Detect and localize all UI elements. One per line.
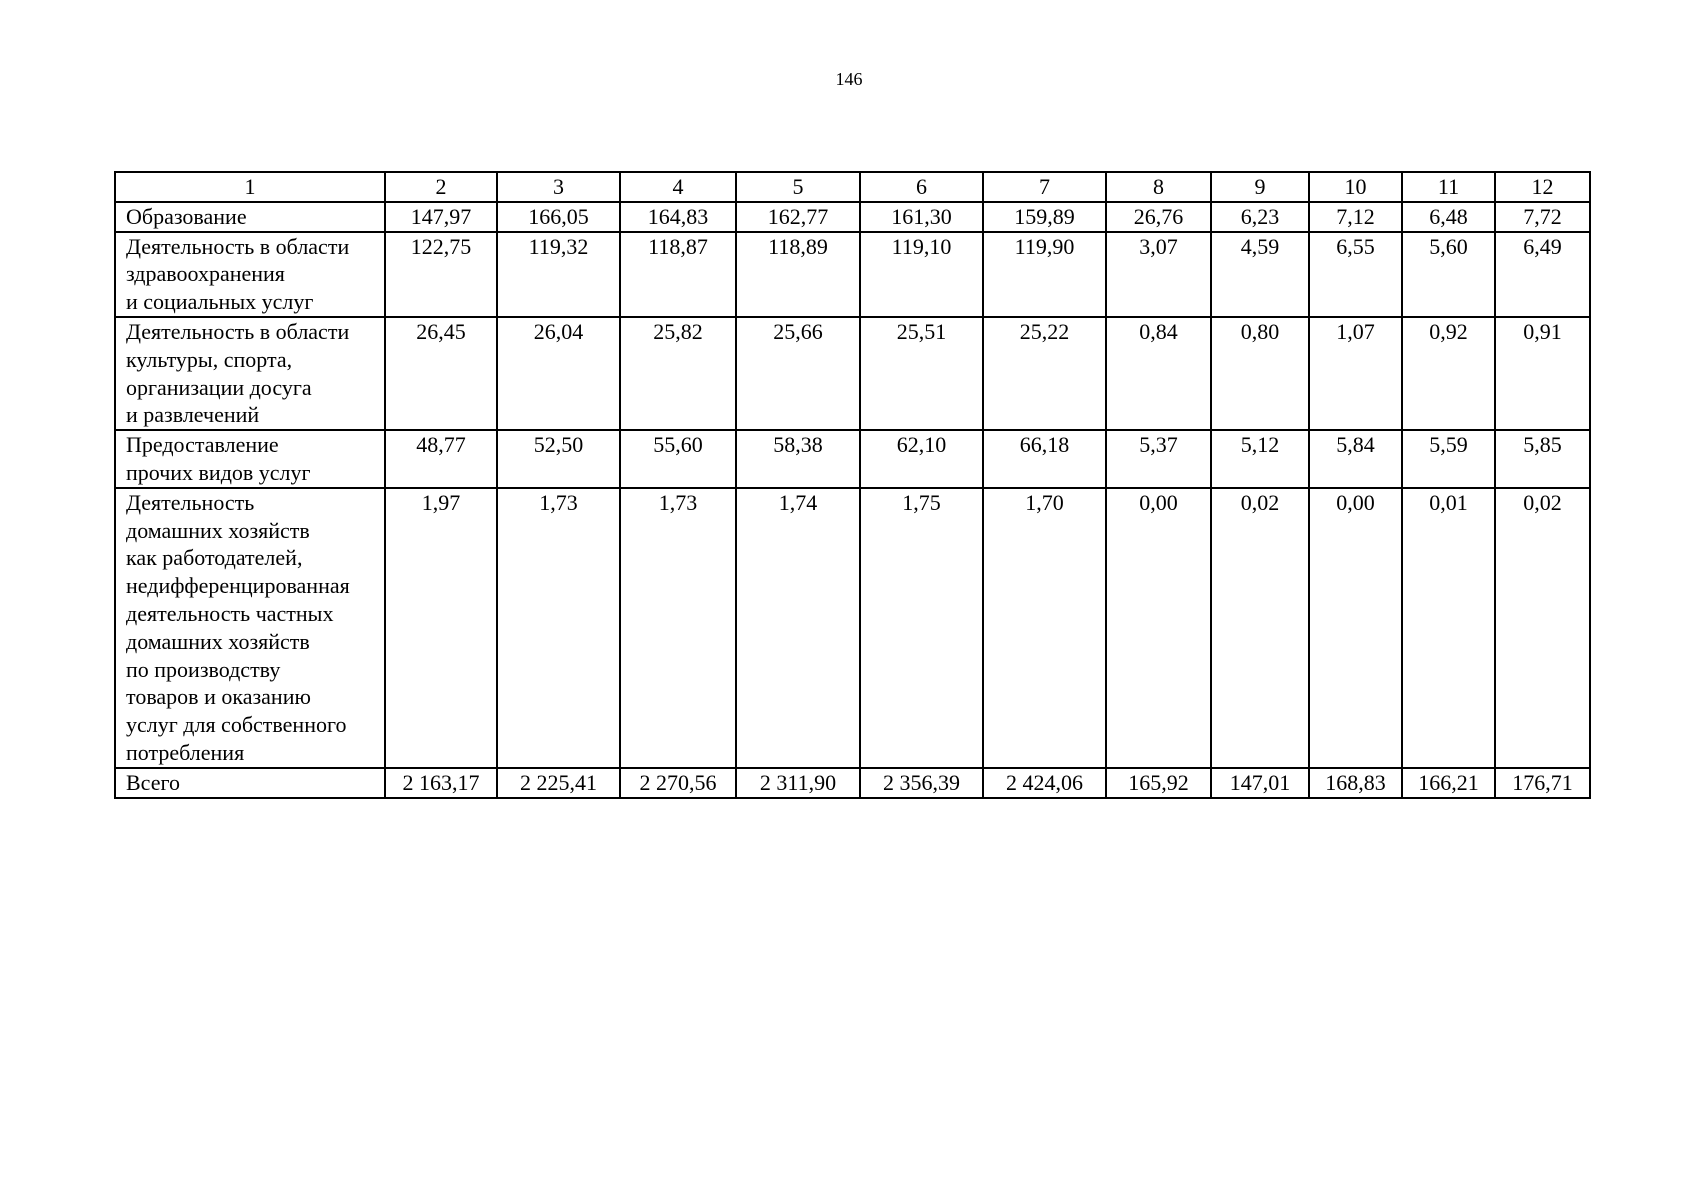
table-row <box>115 317 1590 430</box>
row-label-line: домашних хозяйств <box>126 517 310 543</box>
header-cell: 1 <box>115 172 385 202</box>
value-cell: 161,30 <box>860 202 983 232</box>
value-cell: 2 270,56 <box>620 768 736 798</box>
value-cell: 1,73 <box>620 488 736 768</box>
header-cell: 6 <box>860 172 983 202</box>
value-cell: 176,71 <box>1495 768 1590 798</box>
value-cell: 0,02 <box>1495 488 1590 768</box>
row-label-line: Образование <box>126 203 247 229</box>
value-cell: 0,02 <box>1211 488 1309 768</box>
value-cell: 26,76 <box>1106 202 1211 232</box>
row-label-line: Деятельность в области <box>126 233 350 259</box>
row-label-line: и социальных услуг <box>126 289 314 315</box>
row-label-line: Деятельность в области <box>126 318 350 344</box>
value-cell: 25,51 <box>860 317 983 430</box>
value-cell: 0,91 <box>1495 317 1590 430</box>
header-cell: 8 <box>1106 172 1211 202</box>
value-cell: 4,59 <box>1211 232 1309 317</box>
value-cell: 58,38 <box>736 430 860 488</box>
value-cell: 5,12 <box>1211 430 1309 488</box>
statistics-table <box>114 171 1591 799</box>
value-cell: 0,84 <box>1106 317 1211 430</box>
value-cell: 119,10 <box>860 232 983 317</box>
value-cell: 6,23 <box>1211 202 1309 232</box>
header-cell: 5 <box>736 172 860 202</box>
value-cell: 26,45 <box>385 317 497 430</box>
value-cell: 147,97 <box>385 202 497 232</box>
value-cell: 0,92 <box>1402 317 1495 430</box>
value-cell: 26,04 <box>497 317 620 430</box>
table-header-row <box>115 172 1590 202</box>
value-cell: 25,82 <box>620 317 736 430</box>
table-row <box>115 488 1590 768</box>
value-cell: 0,00 <box>1106 488 1211 768</box>
row-label-cell <box>115 317 385 430</box>
value-cell: 2 311,90 <box>736 768 860 798</box>
table-body <box>115 172 1590 798</box>
value-cell: 7,72 <box>1495 202 1590 232</box>
row-label-cell <box>115 768 385 798</box>
value-cell: 2 163,17 <box>385 768 497 798</box>
value-cell: 2 225,41 <box>497 768 620 798</box>
table-row <box>115 232 1590 317</box>
row-label-cell <box>115 430 385 488</box>
value-cell: 168,83 <box>1309 768 1402 798</box>
value-cell: 118,89 <box>736 232 860 317</box>
header-cell: 10 <box>1309 172 1402 202</box>
value-cell: 5,85 <box>1495 430 1590 488</box>
row-label-line: услуг для собственного <box>126 712 347 738</box>
value-cell: 5,60 <box>1402 232 1495 317</box>
table-row <box>115 768 1590 798</box>
value-cell: 1,73 <box>497 488 620 768</box>
value-cell: 55,60 <box>620 430 736 488</box>
row-label-line: товаров и оказанию <box>126 684 311 710</box>
value-cell: 0,01 <box>1402 488 1495 768</box>
table-row <box>115 430 1590 488</box>
value-cell: 2 356,39 <box>860 768 983 798</box>
value-cell: 25,22 <box>983 317 1106 430</box>
value-cell: 119,32 <box>497 232 620 317</box>
header-cell: 9 <box>1211 172 1309 202</box>
row-label-cell <box>115 232 385 317</box>
header-cell: 3 <box>497 172 620 202</box>
row-label-line: Всего <box>126 769 180 795</box>
value-cell: 1,97 <box>385 488 497 768</box>
value-cell: 7,12 <box>1309 202 1402 232</box>
value-cell: 166,05 <box>497 202 620 232</box>
value-cell: 166,21 <box>1402 768 1495 798</box>
value-cell: 1,74 <box>736 488 860 768</box>
value-cell: 5,59 <box>1402 430 1495 488</box>
row-label-line: деятельность частных <box>126 600 334 626</box>
value-cell: 1,07 <box>1309 317 1402 430</box>
value-cell: 25,66 <box>736 317 860 430</box>
row-label-cell <box>115 488 385 768</box>
row-label-line: по производству <box>126 656 281 682</box>
value-cell: 118,87 <box>620 232 736 317</box>
value-cell: 3,07 <box>1106 232 1211 317</box>
row-label-line: здравоохранения <box>126 261 285 287</box>
value-cell: 5,84 <box>1309 430 1402 488</box>
value-cell: 48,77 <box>385 430 497 488</box>
value-cell: 147,01 <box>1211 768 1309 798</box>
value-cell: 0,00 <box>1309 488 1402 768</box>
value-cell: 159,89 <box>983 202 1106 232</box>
row-label-line: прочих видов услуг <box>126 459 311 485</box>
table-row <box>115 202 1590 232</box>
row-label-line: Деятельность <box>126 489 255 515</box>
page-number: 146 <box>835 69 863 89</box>
value-cell: 122,75 <box>385 232 497 317</box>
row-label-line: организации досуга <box>126 374 312 400</box>
value-cell: 164,83 <box>620 202 736 232</box>
value-cell: 6,49 <box>1495 232 1590 317</box>
header-cell: 4 <box>620 172 736 202</box>
row-label-line: и развлечений <box>126 402 260 428</box>
row-label-line: культуры, спорта, <box>126 346 293 372</box>
value-cell: 165,92 <box>1106 768 1211 798</box>
row-label-line: Предоставление <box>126 432 279 458</box>
value-cell: 0,80 <box>1211 317 1309 430</box>
value-cell: 52,50 <box>497 430 620 488</box>
value-cell: 162,77 <box>736 202 860 232</box>
value-cell: 1,75 <box>860 488 983 768</box>
row-label-line: домашних хозяйств <box>126 628 310 654</box>
value-cell: 119,90 <box>983 232 1106 317</box>
row-label-line: как работодателей, <box>126 545 303 571</box>
value-cell: 62,10 <box>860 430 983 488</box>
row-label-line: недифференцированная <box>126 573 350 599</box>
row-label-line: потребления <box>126 739 245 765</box>
header-cell: 2 <box>385 172 497 202</box>
value-cell: 5,37 <box>1106 430 1211 488</box>
value-cell: 6,55 <box>1309 232 1402 317</box>
header-cell: 12 <box>1495 172 1590 202</box>
header-cell: 7 <box>983 172 1106 202</box>
value-cell: 1,70 <box>983 488 1106 768</box>
value-cell: 6,48 <box>1402 202 1495 232</box>
header-cell: 11 <box>1402 172 1495 202</box>
value-cell: 2 424,06 <box>983 768 1106 798</box>
row-label-cell <box>115 202 385 232</box>
value-cell: 66,18 <box>983 430 1106 488</box>
